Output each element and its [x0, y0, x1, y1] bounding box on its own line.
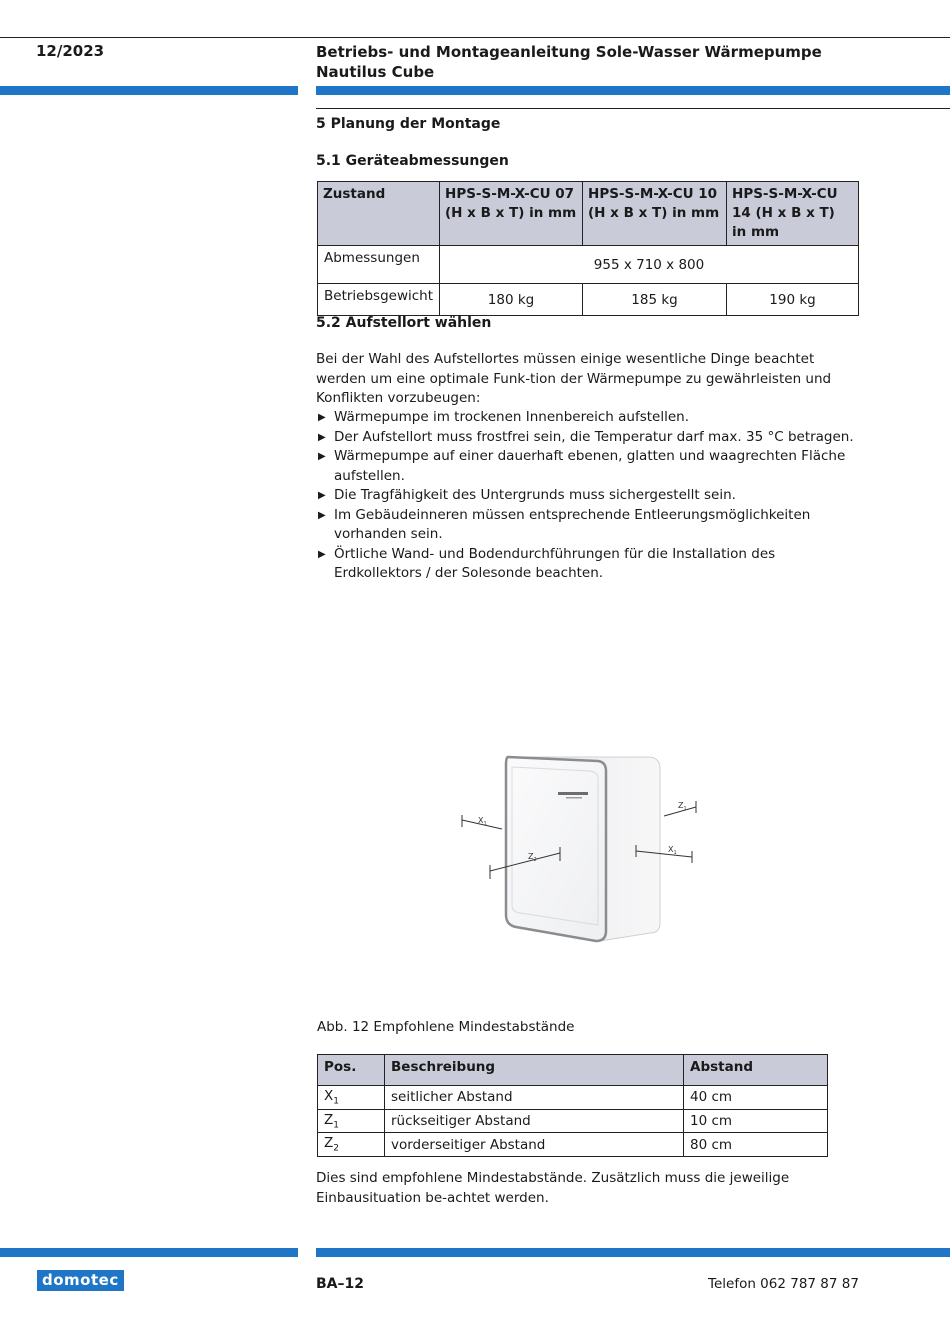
figure-caption: Abb. 12 Empfohlene Mindestabstände [317, 1019, 575, 1035]
document-title-line1: Betriebs- und Montageanleitung Sole-Wasser Wärmepumpe [316, 43, 822, 61]
table-cell: Abmessungen [318, 246, 440, 284]
intro-paragraph: Bei der Wahl des Aufstellortes müssen einige wesentliche Dinge beachtet werden um eine optimale Funk-tion der Wärmepumpe zu gewährleisten und Konflikten vorzubeugen: [316, 351, 832, 406]
section-title-5-2: 5.2 Aufstellort wählen [316, 315, 492, 331]
list-item: ▶ Im Gebäudeinneren müssen entsprechende Entleerungsmöglichkeiten vorhanden sein. [318, 506, 811, 542]
heat-pump-clearance-figure [450, 745, 710, 950]
domotec-logo: domotec [37, 1270, 124, 1291]
table-cell: 80 cm [684, 1133, 828, 1157]
table-cell: 185 kg [583, 284, 727, 316]
table-row [318, 1133, 828, 1157]
bullet-triangle-icon: ▶ [318, 431, 326, 443]
unit-logo-icon [558, 792, 588, 795]
label-z1: $Z_1$ [678, 801, 687, 812]
header-thin-rule [316, 108, 950, 109]
list-item: ▶ Der Aufstellort muss frostfrei sein, die Temperatur darf max. 35 °C betragen. [316, 428, 861, 448]
requirements-list [316, 408, 861, 584]
table-cell: vorderseitiger Abstand [385, 1133, 684, 1157]
bullet-triangle-icon: ▶ [318, 412, 326, 423]
table-header-cell: Pos. [318, 1055, 385, 1086]
document-title [316, 42, 822, 82]
table-cell: 190 kg [727, 284, 859, 316]
table-cell: $Z_2$ [318, 1133, 385, 1157]
table-cell: Betriebsgewicht [318, 284, 440, 316]
table-row [318, 246, 859, 284]
table-cell: 180 kg [440, 284, 583, 316]
list-item: ▶ Örtliche Wand- und Bodendurchführungen für die Installation des Erdkollektors / der Solesonde beachten. [318, 545, 776, 581]
table-cell: seitlicher Abstand [385, 1086, 684, 1110]
list-item: ▶ Die Tragfähigkeit des Untergrunds muss sichergestellt sein. [316, 486, 861, 506]
table-header-cell: Zustand [318, 182, 440, 246]
table-header-row [318, 1055, 828, 1086]
distances-note: Dies sind empfohlene Mindestabstände. Zusätzlich muss die jeweilige Einbausituation be-achtet werden. [316, 1170, 790, 1206]
table-cell: 40 cm [684, 1086, 828, 1110]
table-header-cell: HPS-S-M-X-CU 07 (H x B x T) in mm [440, 182, 583, 246]
list-item: ▶ Wärmepumpe im trockenen Innenbereich aufstellen. [316, 408, 861, 428]
table-cell: rückseitiger Abstand [385, 1109, 684, 1133]
table-row [318, 1109, 828, 1133]
header-accent-bar-left [0, 86, 298, 95]
footer-phone: Telefon 062 787 87 87 [708, 1276, 859, 1292]
table-row [318, 284, 859, 316]
label-x1-left: $X_1$ [478, 816, 487, 827]
table-header-cell: Beschreibung [385, 1055, 684, 1086]
table-cell: $X_1$ [318, 1086, 385, 1110]
table-row [318, 1086, 828, 1110]
table-cell: $Z_1$ [318, 1109, 385, 1133]
header-date: 12/2023 [36, 42, 105, 60]
label-x1-right: $X_1$ [668, 845, 677, 856]
bullet-triangle-icon: ▶ [318, 509, 326, 521]
distances-table [317, 1054, 828, 1157]
table-header-cell: Abstand [684, 1055, 828, 1086]
dimensions-table [317, 181, 859, 316]
page-number: BA–12 [316, 1276, 364, 1292]
table-cell: 10 cm [684, 1109, 828, 1133]
bullet-triangle-icon: ▶ [318, 548, 326, 560]
section-title-5-1: 5.1 Geräteabmessungen [316, 153, 509, 169]
bullet-triangle-icon: ▶ [318, 451, 326, 462]
table-header-cell: HPS-S-M-X-CU 10 (H x B x T) in mm [583, 182, 727, 246]
table-header-row [318, 182, 859, 246]
label-z2: $Z_2$ [528, 852, 537, 863]
section-title-5: 5 Planung der Montage [316, 116, 501, 132]
header-rule [0, 37, 950, 38]
list-item: ▶ Wärmepumpe auf einer dauerhaft ebenen, glatten und waagrechten Fläche aufstellen. [318, 448, 846, 484]
footer-accent-bar-right [316, 1248, 950, 1257]
document-title-line2: Nautilus Cube [316, 63, 435, 81]
table-cell: 955 x 710 x 800 [440, 246, 859, 284]
footer-accent-bar-left [0, 1248, 298, 1257]
header-accent-bar-right [316, 86, 950, 95]
bullet-triangle-icon: ▶ [318, 490, 326, 501]
table-header-cell: HPS-S-M-X-CU 14 (H x B x T) in mm [727, 182, 859, 246]
